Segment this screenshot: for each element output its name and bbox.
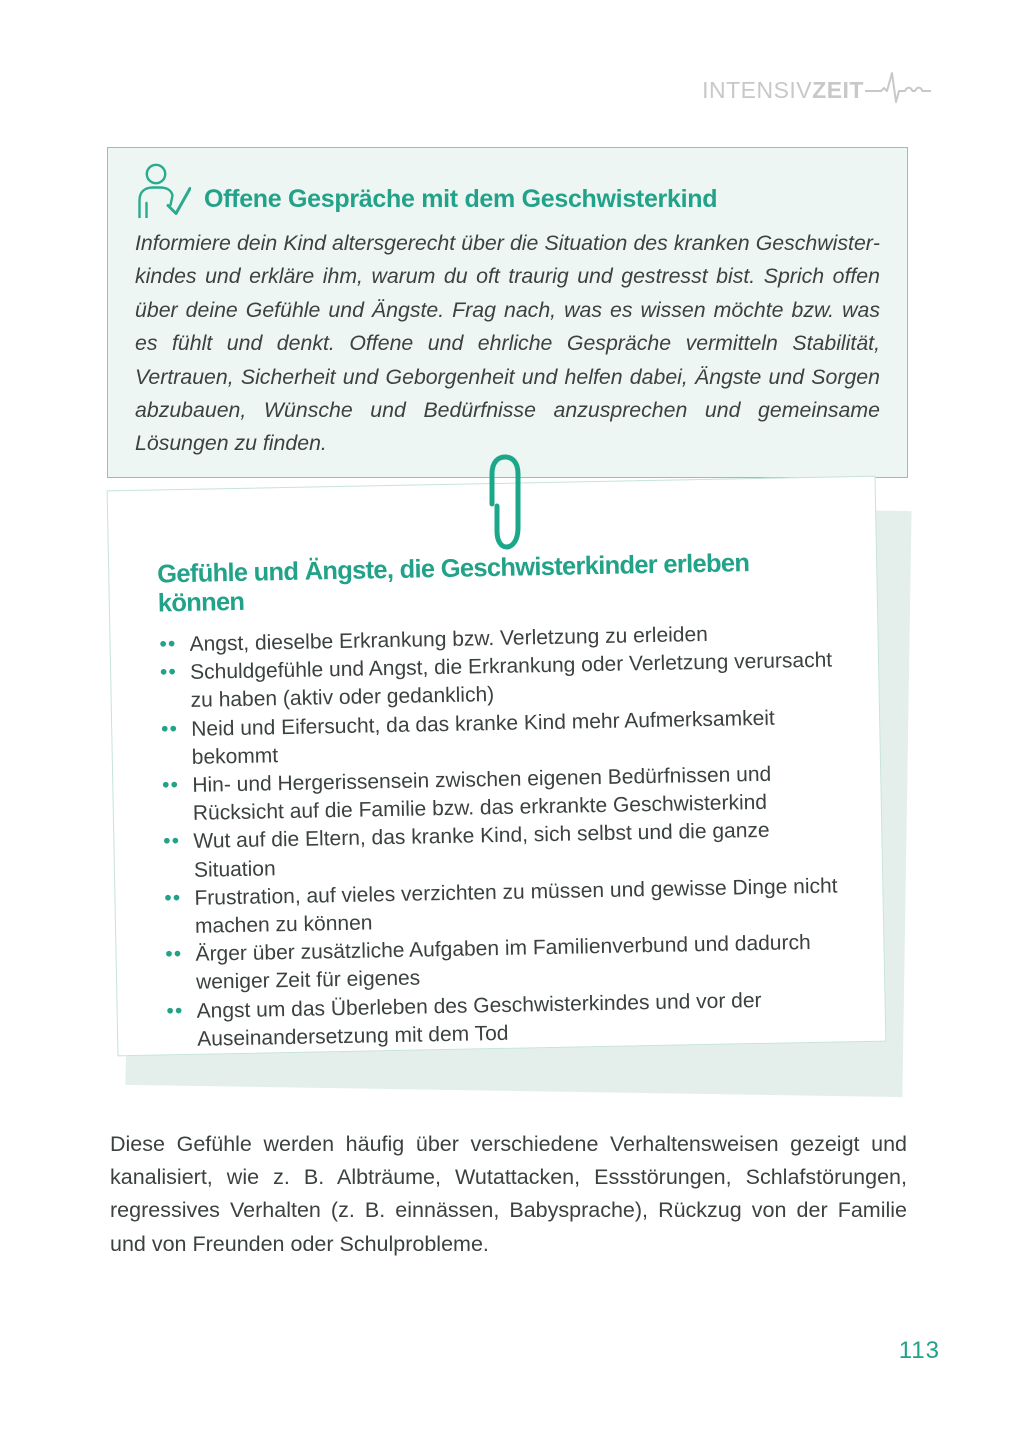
info-box-title: Offene Gespräche mit dem Geschwisterkind <box>204 185 718 213</box>
list-item-text: Hin- und Hergerissensein zwischen eigenen Bedürfnissen und Rücksicht auf die Familie bzw. das erkrankte Geschwisterkind <box>192 762 772 826</box>
intensivzeit-logo <box>702 58 931 104</box>
note-card-section <box>100 450 930 1115</box>
paperclip-icon <box>478 454 524 557</box>
list-item-text: Wut auf die Eltern, das kranke Kind, sich selbst und die ganze Situation <box>193 819 770 882</box>
info-box-body: Informiere dein Kind altersgerecht über die Situation des kranken Geschwisterkindes und erkläre ihm, warum du oft traurig und gestresst bist. Sprich offen über deine Gefühle und Ängste. Frag nach, was es wissen möchte bzw. was es fühlt und denkt. Offene und ehrliche Gespräche vermitteln Stabilität, Vertrauen, Sicherheit und Geborgenheit und helfen dabei, Ängste und Sorgen abzubauen, Wünsche und Bedürfnisse anzusprechen und gemeinsame Lösungen zu finden. <box>135 231 880 456</box>
bullet-icon: •• <box>164 886 182 910</box>
list-item-text: Schuldgefühle und Angst, die Erkrankung oder Verletzung verursacht zu haben (aktiv oder gedanklich) <box>189 648 833 713</box>
bullet-icon: •• <box>162 774 180 797</box>
bullet-icon: •• <box>159 661 178 684</box>
logo-text-bold: ZEIT <box>812 77 864 103</box>
note-card <box>107 476 887 1057</box>
list-item-text: Ärger über zusätzliche Aufgaben im Familienverbund und dadurch weniger Zeit für eigenes <box>195 931 811 995</box>
person-check-icon <box>135 162 191 218</box>
bullet-icon: •• <box>159 633 177 656</box>
info-box-header <box>135 162 880 218</box>
list-item-text: Frustration, auf vieles verzichten zu müssen und gewisse Dinge nicht machen zu können <box>194 874 838 938</box>
note-card-title: Gefühle und Ängste, die Geschwisterkinder erleben können <box>156 549 750 618</box>
list-item-text: Angst, dieselbe Erkrankung bzw. Verletzung zu erleiden <box>189 622 709 656</box>
ekg-line-icon <box>864 58 931 104</box>
list-item-text: Neid und Eifersucht, da das kranke Kind mehr Aufmerksamkeit bekommt <box>191 706 775 769</box>
bullet-icon: •• <box>161 717 179 741</box>
info-box <box>107 147 908 478</box>
list-item <box>165 985 843 1054</box>
bullet-icon: •• <box>166 999 184 1023</box>
body-paragraph: Diese Gefühle werden häufig über verschiedene Verhaltensweisen gezeigt und kanalisiert, wie z. B. Albträume, Wutattacken, Essstörungen, Schlafstörungen, regressives Verhalten (z. B. einnässen, Babysprache), Rückzug von der Familie und von Freunden oder Schulprobleme. <box>110 1132 907 1256</box>
page-number: 113 <box>898 1337 940 1364</box>
bullet-icon: •• <box>163 830 181 853</box>
feelings-list <box>158 618 843 1054</box>
list-item-text: Angst um das Überleben des Geschwisterkindes und vor der Auseinandersetzung mit dem Tod <box>196 988 762 1051</box>
logo-text-light: INTENSIV <box>702 77 813 103</box>
bullet-icon: •• <box>165 943 183 966</box>
